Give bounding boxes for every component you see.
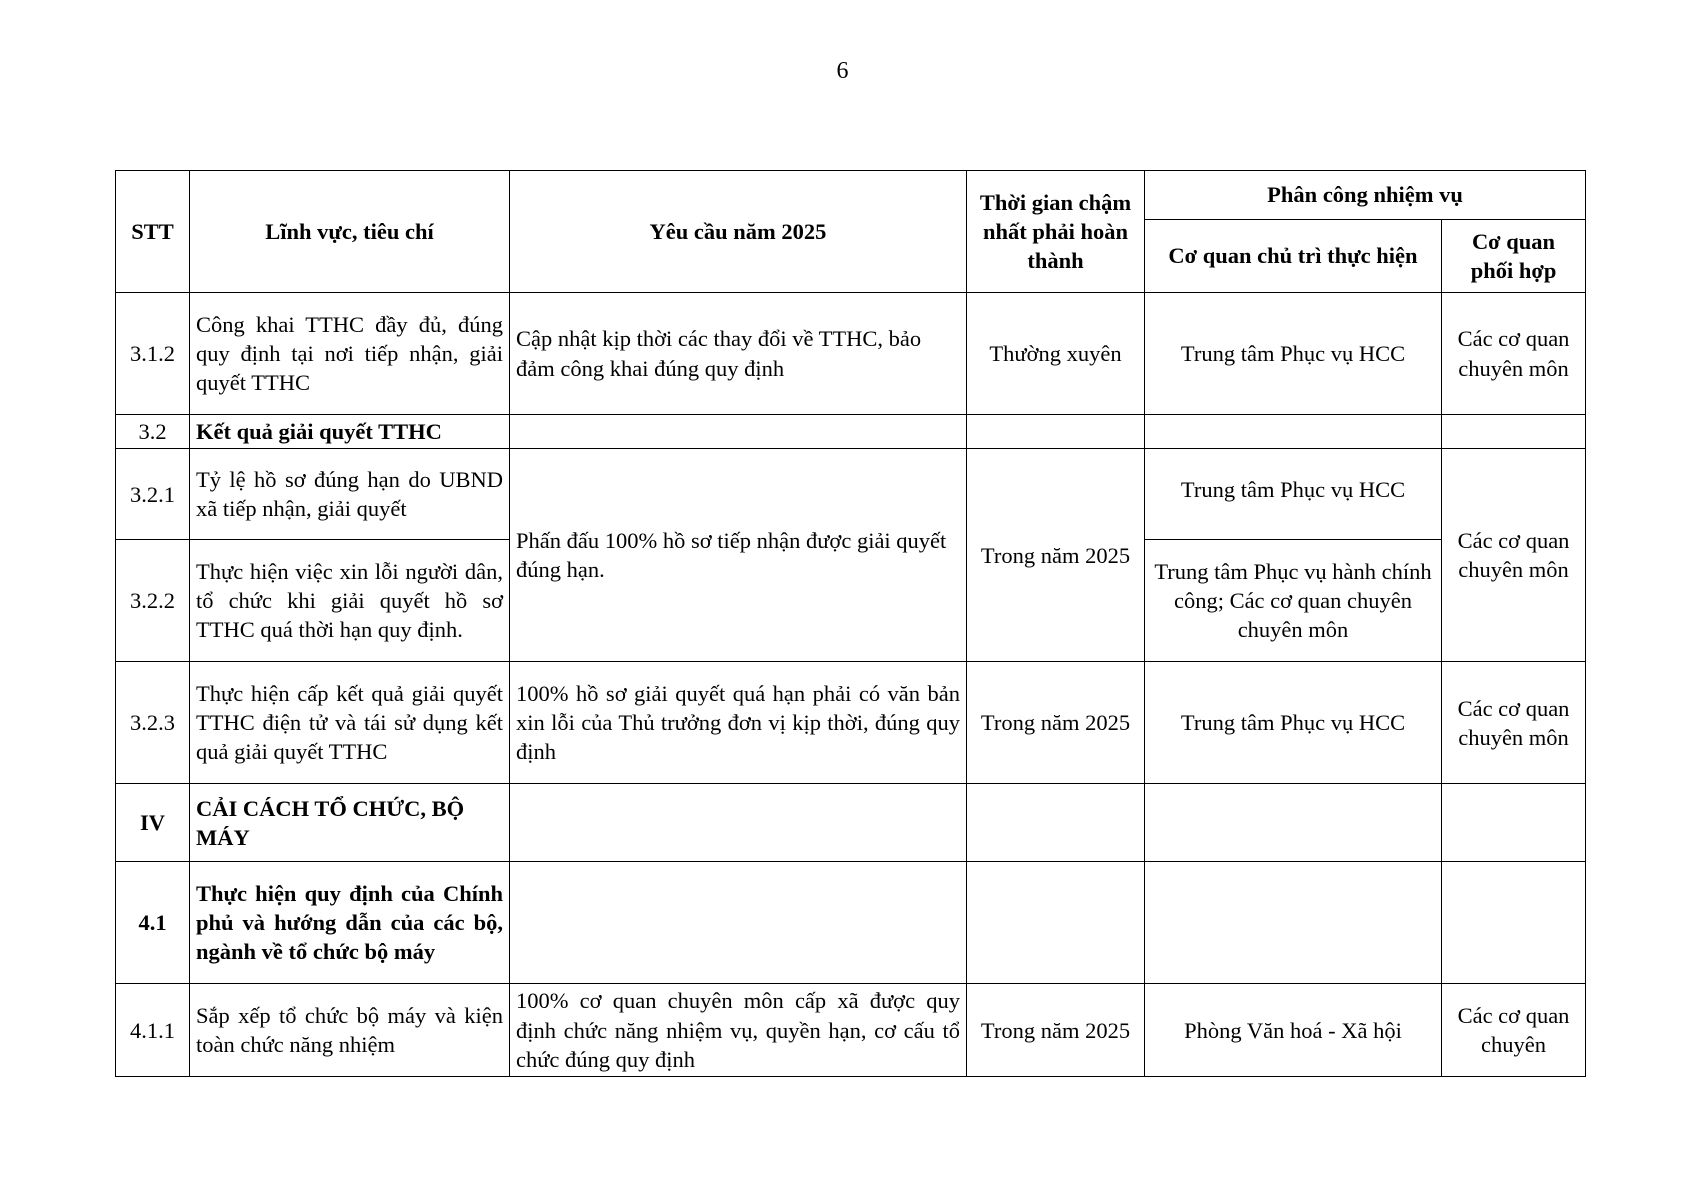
- field-cell: Công khai TTHC đầy đủ, đúng quy định tại nơi tiếp nhận, giải quyết TTHC: [190, 293, 510, 415]
- table-row: [116, 862, 1586, 984]
- requirement-cell: [510, 415, 967, 449]
- reform-plan-table: [115, 170, 1586, 1077]
- requirement-cell: Cập nhật kịp thời các thay đổi về TTHC, bảo đảm công khai đúng quy định: [510, 293, 967, 415]
- coordinating-agency-cell: [1442, 862, 1586, 984]
- table-row: [116, 293, 1586, 415]
- requirement-cell: [510, 862, 967, 984]
- stt-cell: 4.1.1: [116, 984, 190, 1077]
- deadline-cell: [967, 415, 1145, 449]
- requirement-cell: 100% cơ quan chuyên môn cấp xã được quy định chức năng nhiệm vụ, quyền hạn, cơ cấu tổ chức đúng quy định: [510, 984, 967, 1077]
- lead-agency-cell: Trung tâm Phục vụ hành chính công; Các cơ quan chuyên chuyên môn: [1145, 540, 1442, 662]
- field-cell: Kết quả giải quyết TTHC: [190, 415, 510, 449]
- lead-agency-cell: [1145, 862, 1442, 984]
- page-number: 6: [836, 58, 849, 84]
- coordinating-agency-cell: Các cơ quan chuyên môn: [1442, 293, 1586, 415]
- lead-agency-cell: [1145, 784, 1442, 862]
- requirement-cell: 100% hồ sơ giải quyết quá hạn phải có văn bản xin lỗi của Thủ trưởng đơn vị kịp thời, đúng quy định: [510, 662, 967, 784]
- header-stt: STT: [116, 171, 190, 293]
- header-field: Lĩnh vực, tiêu chí: [190, 171, 510, 293]
- stt-cell: 4.1: [116, 862, 190, 984]
- header-requirement: Yêu cầu năm 2025: [510, 171, 967, 293]
- stt-cell: 3.2.1: [116, 449, 190, 540]
- deadline-cell: [967, 784, 1145, 862]
- lead-agency-cell: Trung tâm Phục vụ HCC: [1145, 449, 1442, 540]
- field-cell: Thực hiện cấp kết quả giải quyết TTHC điện tử và tái sử dụng kết quả giải quyết TTHC: [190, 662, 510, 784]
- stt-cell: 3.2: [116, 415, 190, 449]
- coordinating-agency-cell: Các cơ quan chuyên môn: [1442, 449, 1586, 662]
- table-row: [116, 984, 1586, 1077]
- stt-cell: 3.1.2: [116, 293, 190, 415]
- requirement-cell: [510, 784, 967, 862]
- coordinating-agency-cell: Các cơ quan chuyên môn: [1442, 662, 1586, 784]
- coordinating-agency-cell: [1442, 415, 1586, 449]
- table-row: [116, 784, 1586, 862]
- field-cell: Thực hiện quy định của Chính phủ và hướng dẫn của các bộ, ngành về tổ chức bộ máy: [190, 862, 510, 984]
- stt-cell: 3.2.2: [116, 540, 190, 662]
- stt-cell: IV: [116, 784, 190, 862]
- header-assignment: Phân công nhiệm vụ: [1145, 171, 1586, 220]
- field-cell: Thực hiện việc xin lỗi người dân, tổ chức khi giải quyết hồ sơ TTHC quá thời hạn quy định.: [190, 540, 510, 662]
- header-deadline: Thời gian chậm nhất phải hoàn thành: [967, 171, 1145, 293]
- header-coordinating-agency: Cơ quan phối hợp: [1442, 220, 1586, 293]
- table-row: [116, 449, 1586, 540]
- deadline-cell: Trong năm 2025: [967, 449, 1145, 662]
- requirement-cell: Phấn đấu 100% hồ sơ tiếp nhận được giải quyết đúng hạn.: [510, 449, 967, 662]
- deadline-cell: Trong năm 2025: [967, 662, 1145, 784]
- header-lead-agency: Cơ quan chủ trì thực hiện: [1145, 220, 1442, 293]
- lead-agency-cell: Trung tâm Phục vụ HCC: [1145, 662, 1442, 784]
- field-cell: CẢI CÁCH TỔ CHỨC, BỘ MÁY: [190, 784, 510, 862]
- deadline-cell: Thường xuyên: [967, 293, 1145, 415]
- lead-agency-cell: Phòng Văn hoá - Xã hội: [1145, 984, 1442, 1077]
- deadline-cell: [967, 862, 1145, 984]
- table-row: [116, 662, 1586, 784]
- lead-agency-cell: [1145, 415, 1442, 449]
- deadline-cell: Trong năm 2025: [967, 984, 1145, 1077]
- stt-cell: 3.2.3: [116, 662, 190, 784]
- field-cell: Sắp xếp tổ chức bộ máy và kiện toàn chức năng nhiệm: [190, 984, 510, 1077]
- lead-agency-cell: Trung tâm Phục vụ HCC: [1145, 293, 1442, 415]
- coordinating-agency-cell: [1442, 784, 1586, 862]
- coordinating-agency-cell: Các cơ quan chuyên: [1442, 984, 1586, 1077]
- table-row: [116, 415, 1586, 449]
- field-cell: Tỷ lệ hồ sơ đúng hạn do UBND xã tiếp nhận, giải quyết: [190, 449, 510, 540]
